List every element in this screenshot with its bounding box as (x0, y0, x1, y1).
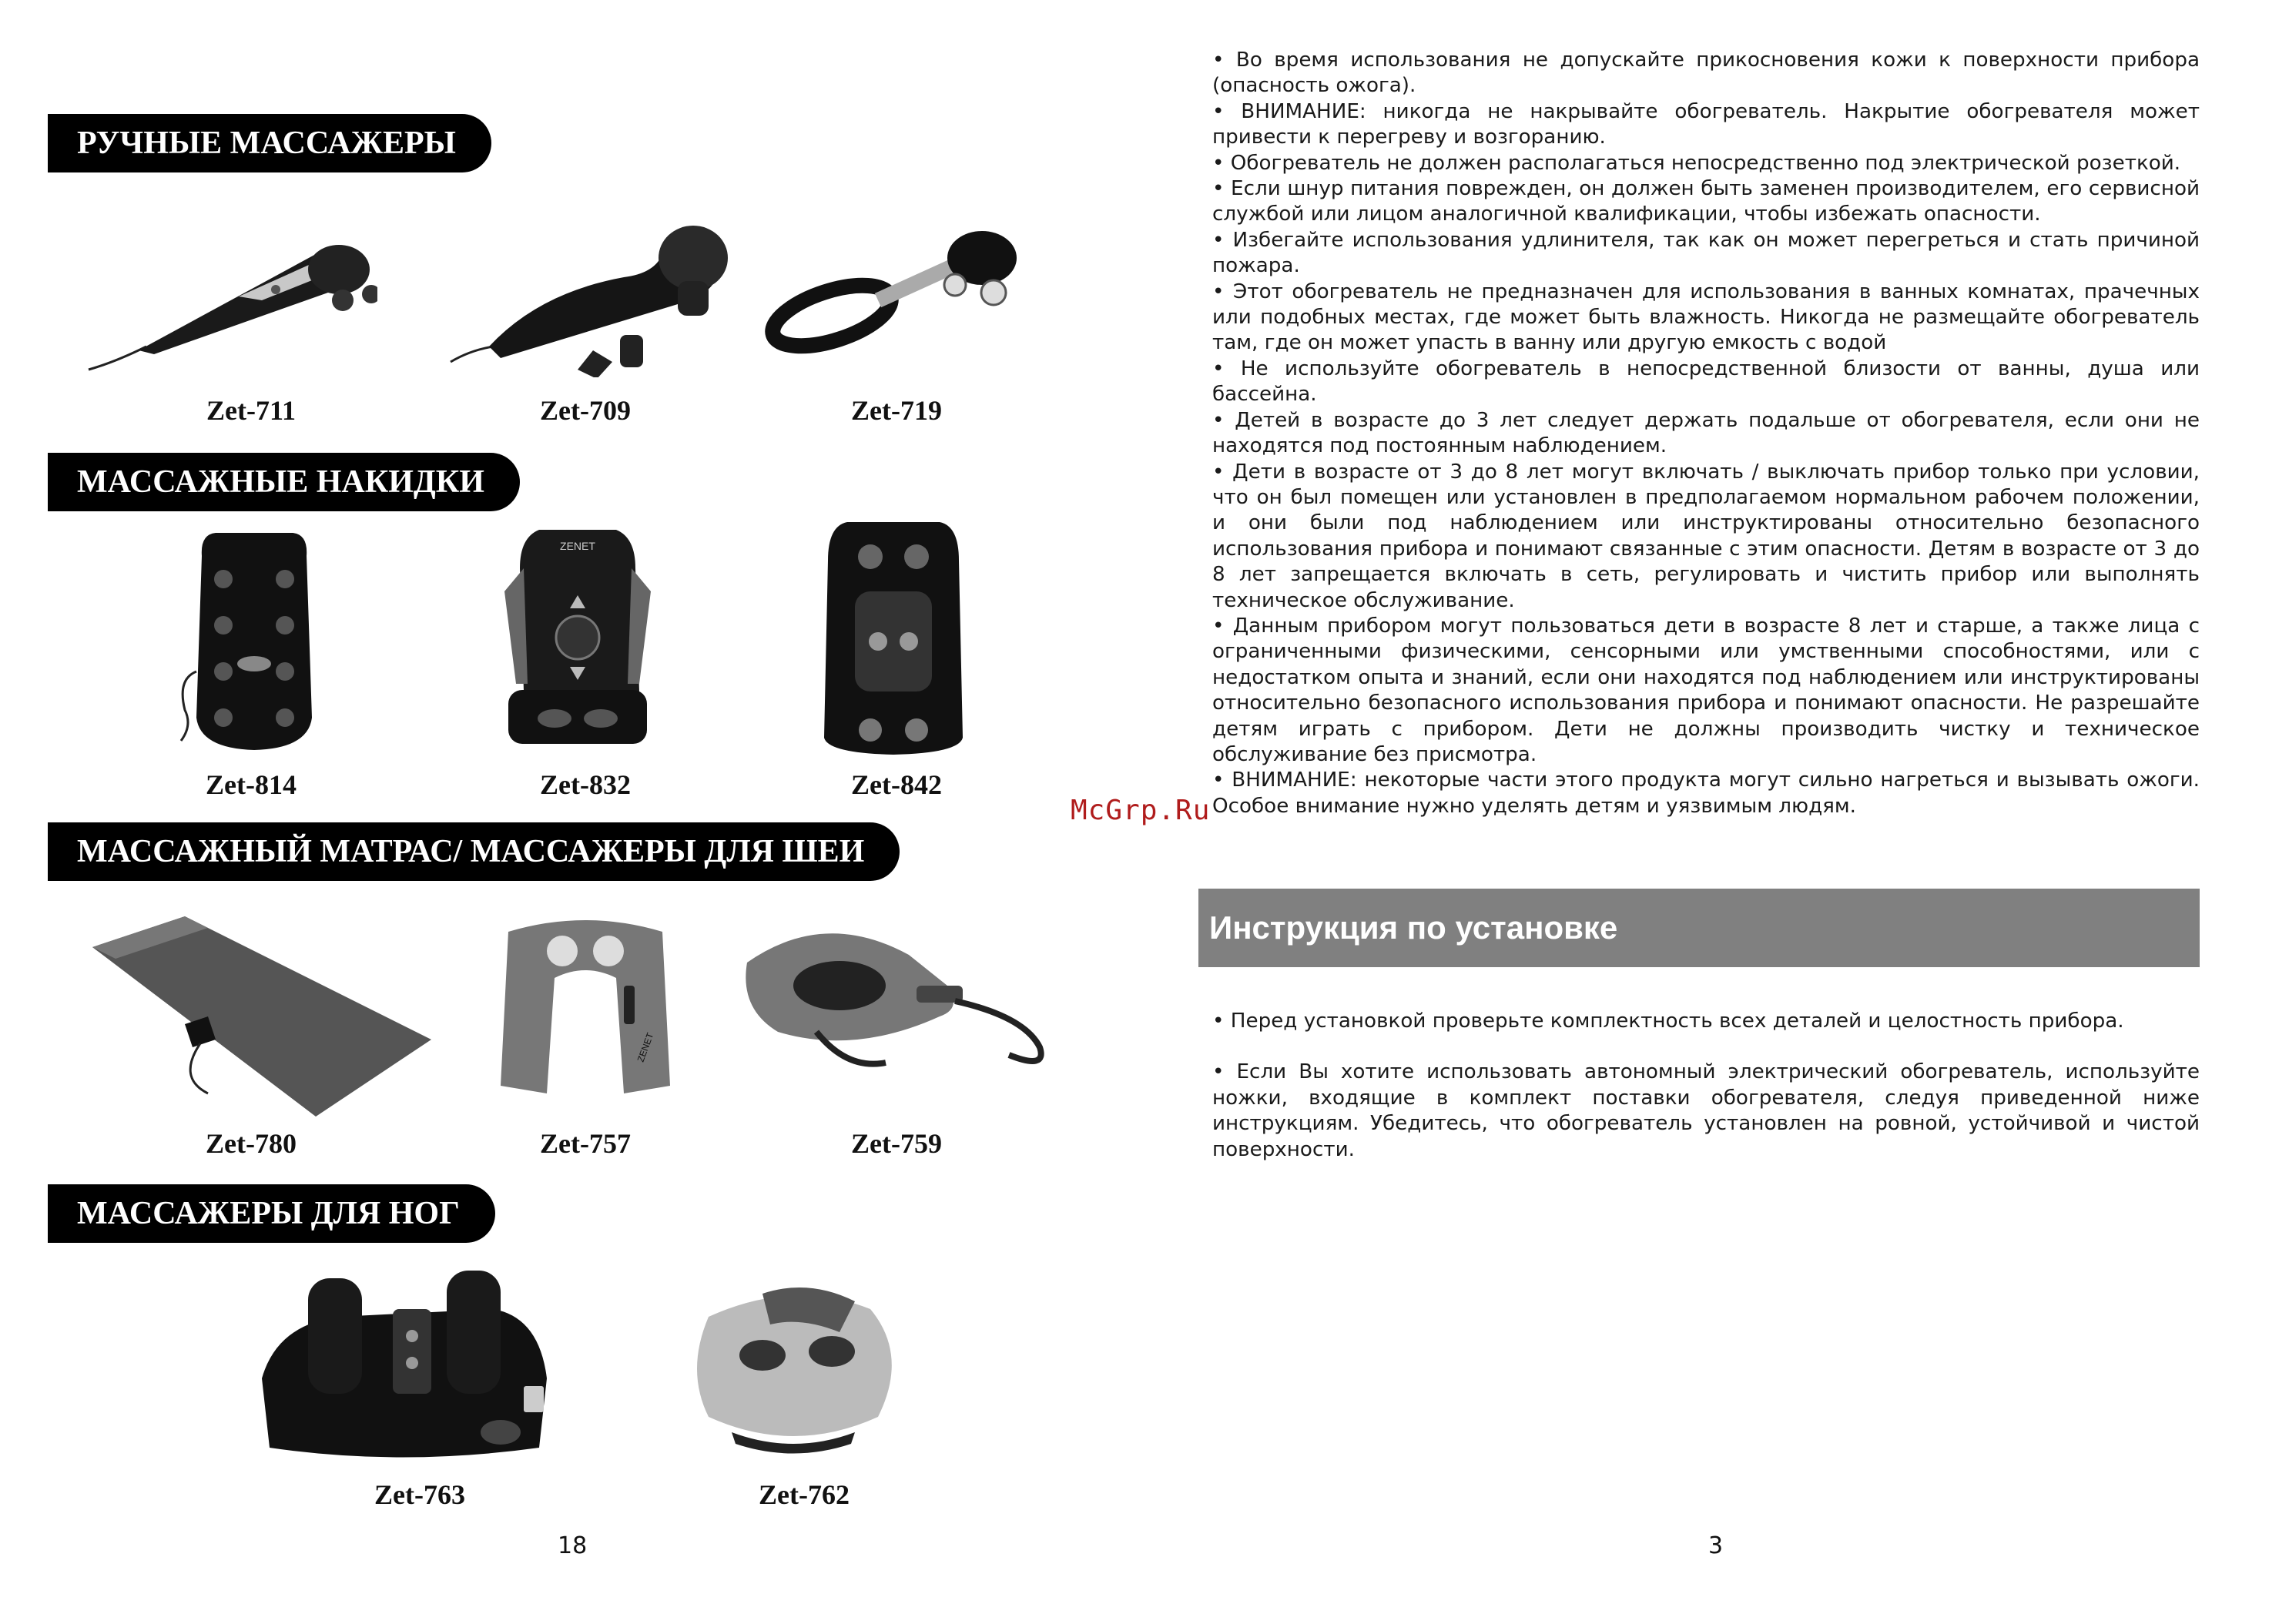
model-label: Zet-780 (206, 1128, 297, 1159)
model-label: Zet-842 (851, 769, 942, 800)
section-banner-massage-covers: МАССАЖНЫЕ НАКИДКИ (48, 453, 520, 511)
brand-label: ZENET (560, 540, 595, 552)
brand-label: ZENET (635, 1031, 656, 1064)
product-image-zet-842 (816, 514, 970, 761)
page-number: 18 (558, 1532, 588, 1559)
product-image-zet-814 (177, 525, 331, 756)
warning-item: • Этот обогреватель не предназначен для использования в ванных комнатах, прачечных или подобных местах, где может быть влажность. Никогда не размещайте обогреватель там, где он может упасть в ванну или другую емкость с водой (1212, 280, 2200, 355)
product-image-zet-719 (762, 216, 1032, 370)
warning-item: • Данным прибором могут пользоваться дети в возрасте 8 лет и старше, а также лица с ограниченными физическими, сенсорными или умственными способностями, или с недостатком опыта и знаний, если они находятся под наблюдением или инструктированы относительно безопасного использования прибора и понимают опасности. Не разрешайте детям играть с прибором. Дети не должны производить чистку и техническое обслуживание без присмотра. (1212, 614, 2200, 766)
product-image-zet-757 (485, 909, 685, 1117)
product-image-zet-832 (493, 522, 662, 761)
warning-item: • Детей в возрасте до 3 лет следует держать подальше от обогревателя, если они не находятся под постоянным наблюдением. (1212, 408, 2200, 458)
warning-item: • Не используйте обогреватель в непосредственной близости от ванны, душа или бассейна. (1212, 357, 2200, 407)
product-image-zet-780 (85, 909, 439, 1124)
model-label: Zet-757 (540, 1128, 631, 1159)
install-section-title: Инструкция по установке (1198, 889, 2200, 967)
product-image-zet-763 (246, 1263, 570, 1471)
product-image-zet-709 (447, 208, 739, 377)
product-image-zet-711 (85, 223, 377, 377)
section-banner-mattress-neck: МАССАЖНЫЙ МАТРАС/ МАССАЖЕРЫ ДЛЯ ШЕИ (48, 822, 900, 881)
model-label: Zet-719 (851, 395, 942, 426)
warning-item: • Избегайте использования удлинителя, так как он может перегреться и стать причиной пожара. (1212, 228, 2200, 278)
section-banner-hand-massagers: РУЧНЫЕ МАССАЖЕРЫ (48, 114, 491, 172)
safety-warnings (1212, 48, 2200, 819)
install-item: • Если Вы хотите использовать автономный электрический обогреватель, используйте ножки, входящие в комплект поставки обогревателя, следуя приведенной ниже инструкциям. Убедитесь, что обогреватель установлен на ровной, устойчивой и чистой поверхности. (1212, 1060, 2200, 1161)
warning-item: • Обогреватель не должен располагаться непосредственно под электрической розеткой. (1212, 151, 2181, 175)
model-label: Zet-763 (374, 1479, 465, 1510)
product-image-zet-759 (732, 916, 1055, 1086)
install-instructions (1212, 1009, 2200, 1188)
section-banner-foot-massagers: МАССАЖЕРЫ ДЛЯ НОГ (48, 1184, 495, 1243)
install-item: • Перед установкой проверьте комплектность всех деталей и целостность прибора. (1212, 1010, 2124, 1033)
warning-item: • ВНИМАНИЕ: никогда не накрывайте обогреватель. Накрытие обогревателя может привести к перегреву и возгоранию. (1212, 99, 2200, 149)
product-image-zet-762 (678, 1271, 909, 1463)
warning-item: • Если шнур питания поврежден, он должен быть заменен производителем, его сервисной службой или лицом аналогичной квалификации, чтобы избежать опасности. (1212, 177, 2200, 226)
model-label: Zet-762 (759, 1479, 850, 1510)
model-label: Zet-709 (540, 395, 631, 426)
model-label: Zet-711 (206, 395, 296, 426)
right-page (1144, 0, 2289, 1624)
model-label: Zet-759 (851, 1128, 942, 1159)
model-label: Zet-814 (206, 769, 297, 800)
warning-item: • ВНИМАНИЕ: некоторые части этого продукта могут сильно нагреться и вызывать ожоги. Особое внимание нужно уделять детям и уязвимым людям. (1212, 768, 2200, 818)
warning-item: • Во время использования не допускайте прикосновения кожи к поверхности прибора (опасность ожога). (1212, 49, 2200, 98)
model-label: Zet-832 (540, 769, 631, 800)
watermark: McGrp.Ru (1071, 795, 1211, 826)
left-page (0, 0, 1144, 1624)
page-number: 3 (1708, 1532, 1724, 1559)
warning-item: • Дети в возрасте от 3 до 8 лет могут включать / выключать прибор только при условии, что он был помещен или установлен в предполагаемом нормальном рабочем положении, и они были под наблюдением или инструктированы относительно безопасного использования прибора и понимают связанные с этим опасности. Детям в возрасте от 3 до 8 лет запрещается включать в сеть, регулировать и чистить прибор или выполнять техническое обслуживание. (1212, 460, 2200, 612)
